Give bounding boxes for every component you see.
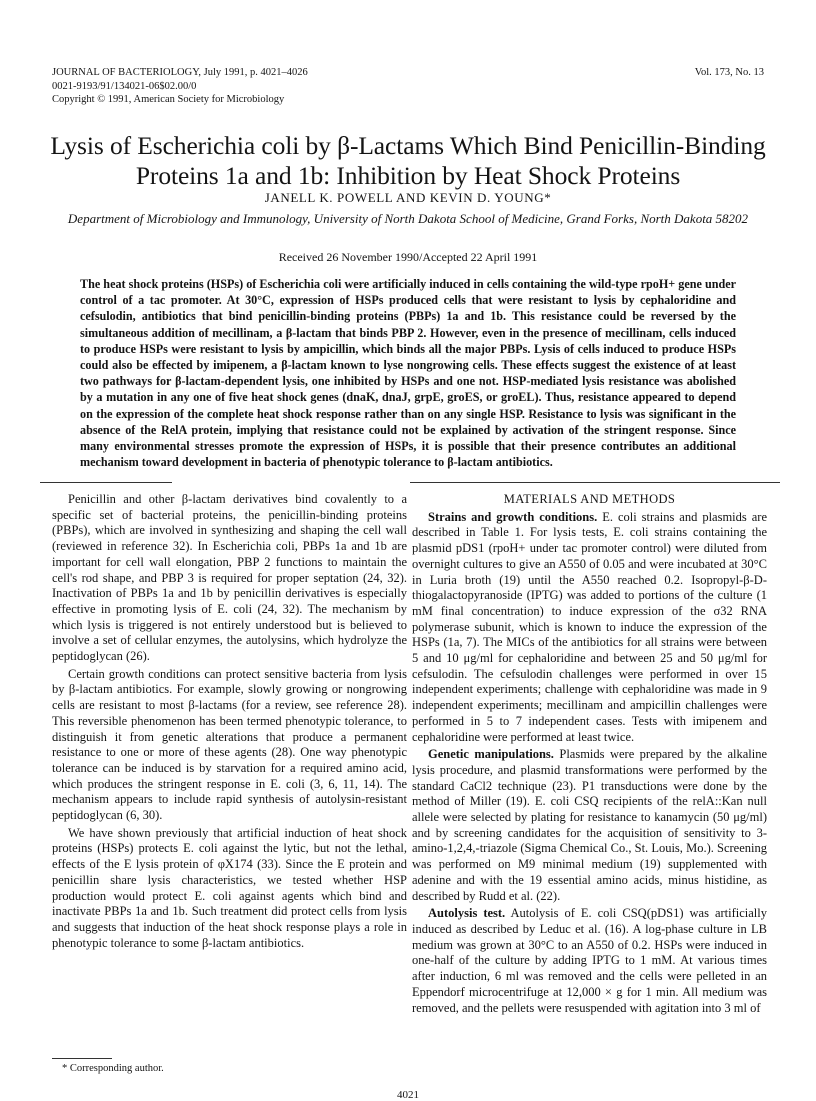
divider-right: [410, 482, 780, 483]
received-dates: Received 26 November 1990/Accepted 22 April 1991: [278, 250, 538, 264]
genetic-text: Plasmids were prepared by the alkaline lysis procedure, and plasmid transformations were performed by the standard CaCl2 technique (23). P1 transductions were done by the method of Miller (19). E. coli CSQ recipients of the relA::Kan null allele were selected by plating for resistance to kanamycin (50 μg/ml) and by screening candidates for the acquisition of sensitivity to 3-amino-1,2,4,-triazole (Sigma Chemical Co., St. Louis, Mo.). Screening was performed on M9 minimal medium (19) supplemented with adenine and with the 19 essential amino acids, minus histidine, as described by Rudd et al. (22).: [412, 747, 768, 903]
autolysis-text: Autolysis of E. coli CSQ(pDS1) was artificially induced as described by Leduc et al. (16). A log-phase culture in LB medium was grown at 30°C to an A550 of 0.2. HSPs were induced in one-half of the culture by adding IPTG to 1 mM. At various times after induction, 6 ml was removed and the cells were pelleted in an Eppendorf microcentrifuge at 12,000 × g for 1 min. All medium was removed, and the pellets were resuspended with agitation into 3 ml of: [412, 906, 767, 1015]
autolysis-heading: Autolysis test.: [428, 906, 506, 921]
journal-line: JOURNAL OF BACTERIOLOGY, July 1991, p. 4021–4026: [52, 67, 308, 78]
article-title: Lysis of Escherichia coli by β-Lactams Which Bind Penicillin-Binding Proteins 1a and 1b: Inhibition by Heat Shock Proteins: [50, 131, 766, 190]
volume-issue: Vol. 173, No. 13: [694, 67, 764, 78]
footnote-rule: [52, 1058, 112, 1059]
intro-paragraph-1: Penicillin and other β-lactam derivatives bind covalently to a specific set of bacterial proteins, the penicillin-binding proteins (PBPs), which are involved in synthesizing and shaping the cell wall (reviewed in reference 32). In Escherichia coli, PBPs 1a and 1b are important for cell wall elongation, PBP 2 functions to maintain the cell's rod shape, and PBP 3 is required for proper septation (24, 32). Inactivation of PBPs 1a and 1b by penicillin derivatives is especially effective in promoting lysis of E. coli (24, 32). The mechanism by which lysis is triggered is not entirely understood but is believed to involve a set of cellular enzymes, the autolysins, which hydrolyze the peptidoglycan (26).: [52, 492, 407, 664]
genetic-heading: Genetic manipulations.: [428, 747, 554, 762]
genetic-paragraph: [412, 747, 767, 904]
affiliation: Department of Microbiology and Immunology, University of North Dakota School of Medicine, Grand Forks, North Dakota 58202: [67, 211, 749, 226]
authors: JANELL K. POWELL AND KEVIN D. YOUNG*: [264, 190, 552, 205]
strains-heading: Strains and growth conditions.: [428, 509, 598, 524]
divider-left: [40, 482, 172, 483]
issn-line: 0021-9193/91/134021-06$02.00/0: [52, 80, 197, 92]
left-column: [52, 492, 407, 953]
strains-text: E. coli strains and plasmids are described in Table 1. For lysis tests, E. coli strains containing the plasmid pDS1 (rpoH+ under tac promoter control) were diluted from overnight cultures to give an A550 of 0.05 and were incubated at 30°C in Luria broth (19) until the A550 reached 0.2. Isopropyl-β-D-thiogalactopyranoside (IPTG) was added to portions of the culture (1 mM final concentration) to induce expression of the σ32 RNA polymerase subunit, which is known to induce the expression of the HSPs (1a, 7). The MICs of the antibiotics for all strains were between 5 and 10 μg/ml for cephaloridine and between 25 and 50 μg/ml for cefsulodin. The cefsulodin challenges were performed in over 15 independent experiments; challenge with cephaloridine was made in 9 independent experiments; mecillinam and ampicillin challenges were performed in 5 to 7 independent cases. Tests with imipenem and cephaloridine were performed at least twice.: [412, 509, 767, 744]
page-number: 4021: [397, 1089, 419, 1101]
right-column: [412, 492, 767, 1018]
strains-paragraph: [412, 510, 767, 746]
intro-paragraph-3: We have shown previously that artificial induction of heat shock proteins (HSPs) protects E. coli against the lytic, but not the lethal, effects of the E lysis protein of φX174 (33). Since the E protein and penicillin share lysis characteristics, we tested whether HSP production would protect E. coli against agents which bind and inactivate PBPs 1a and 1b. Such treatment did protect cells from lysis and suggests that induction of the heat shock response plays a role in phenotypic tolerance to some β-lactam antibiotics.: [52, 825, 407, 950]
journal-header: [52, 66, 308, 107]
footnote: * Corresponding author.: [62, 1063, 164, 1074]
abstract: The heat shock proteins (HSPs) of Escherichia coli were artificially induced in cells containing the wild-type rpoH+ gene under control of a tac promoter. At 30°C, expression of HSPs produced cells that were resistant to lysis by cephaloridine and cefsulodin, antibiotics that bind penicillin-binding proteins (PBPs) 1a and 1b. This resistance could be reversed by the simultaneous addition of mecillinam, a β-lactam that binds PBP 2. However, even in the presence of mecillinam, cells induced to produce HSPs were resistant to lysis by ampicillin, which binds all the major PBPs. Lysis of cells induced to produce HSPs could also be effected by imipenem, a β-lactam known to lyse nongrowing cells. These effects suggest the existence of at least two pathways for β-lactam-dependent lysis, one inhibited by HSPs and one not. HSP-mediated lysis resistance was abolished by a mutation in any one of five heat shock genes (dnaK, dnaJ, grpE, groES, or groEL). Thus, resistance appeared to depend on the expression of the complete heat shock response rather than on any single HSP. Resistance to lysis was significant in the absence of the RelA protein, implying that resistance could not be explained by activation of the stringent response. Since many environmental stresses promote the expression of HSPs, it is possible that their presence contributes an additional mechanism toward development in bacteria of phenotypic tolerance to β-lactam antibiotics.: [80, 277, 736, 470]
autolysis-paragraph: [412, 906, 767, 1016]
section-title: MATERIALS AND METHODS: [503, 492, 676, 506]
intro-paragraph-2: Certain growth conditions can protect sensitive bacteria from lysis by β-lactam antibiotics. For example, slowly growing or nongrowing cells are resistant to most β-lactams (for a review, see reference 28). This reversible phenomenon has been termed phenotypic tolerance, to distinguish it from genetic alterations that produce a permanent resistance to one or more of these agents (28). One way phenotypic tolerance can be induced is by starvation for a required amino acid, which produces the stringent response in E. coli (3, 6, 11, 14). The mechanism appears to include rapid synthesis of autolysin-resistant peptidoglycan (6, 30).: [52, 666, 407, 823]
copyright-line: Copyright © 1991, American Society for Microbiology: [52, 94, 285, 105]
